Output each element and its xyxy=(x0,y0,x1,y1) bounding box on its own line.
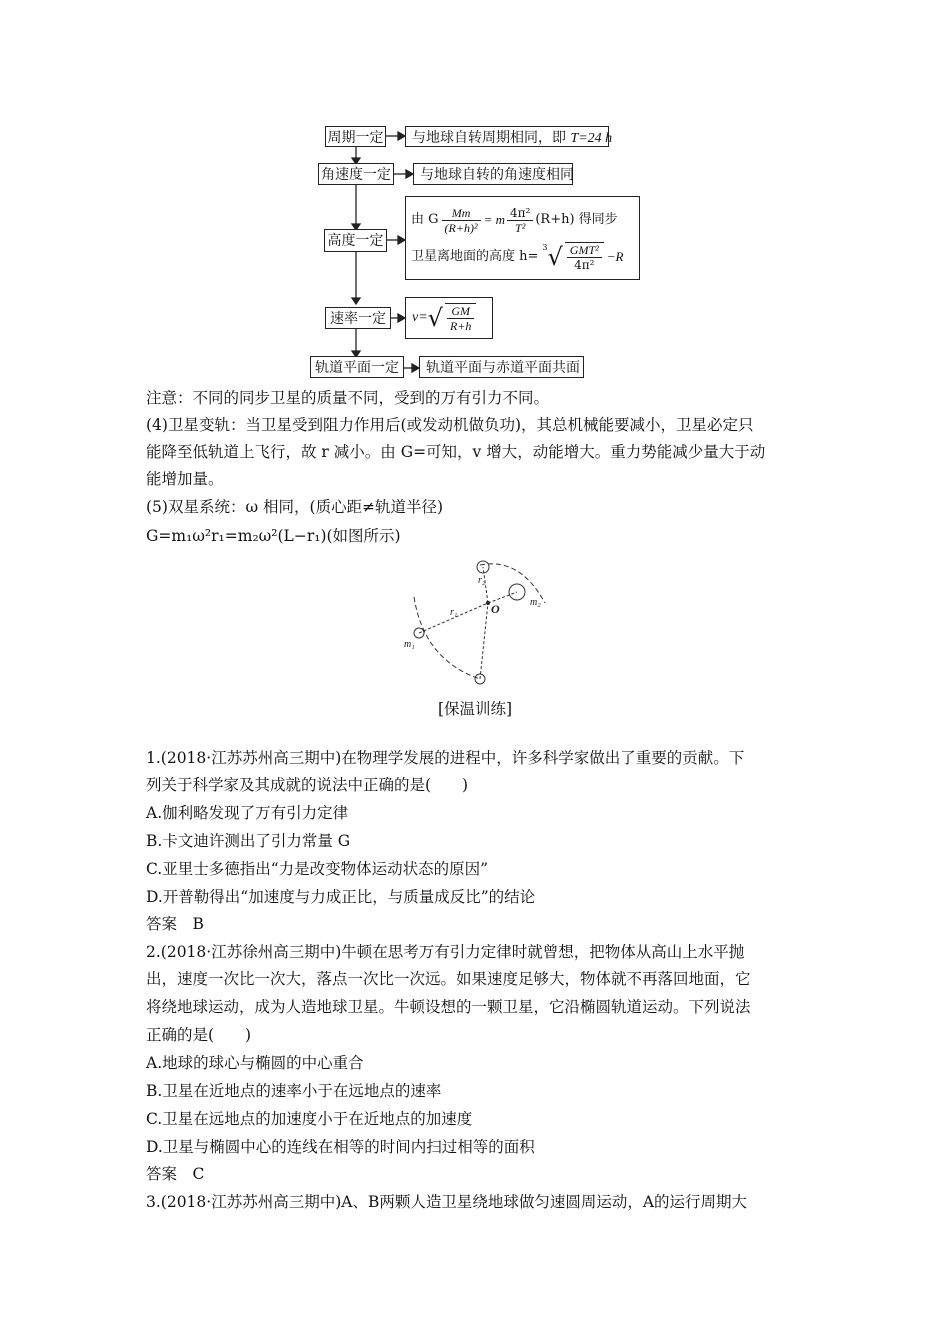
fc-height-frac2-den: T² xyxy=(515,220,526,235)
fc-period-label: 周期一定 xyxy=(327,130,384,146)
fc-orbit-box xyxy=(310,356,404,378)
p4-line3: 能增加量。 xyxy=(146,470,224,488)
fc-height-line2-prefix: 卫星离地面的高度 h= xyxy=(411,249,539,264)
fc-speed-prefix: v= xyxy=(412,310,428,325)
sqrt-icon: √ xyxy=(427,304,443,332)
q1-answer: 答案 B xyxy=(146,915,204,933)
label-O: O xyxy=(491,602,500,616)
fc-speed-frac xyxy=(447,304,474,333)
fc-height-label: 高度一定 xyxy=(327,233,384,249)
radius-line xyxy=(480,603,488,679)
q2-stem-line3: 将绕地球运动，成为人造地球卫星。牛顿设想的一颗卫星，它沿椭圆轨道运动。下列说法 xyxy=(146,998,751,1016)
q2-stem-line2: 出，速度一次比一次大，落点一次比一次远。如果速度足够大，物体就不再落回地面，它 xyxy=(146,970,751,988)
fc-speed-frac-num: GM xyxy=(447,304,474,319)
fc-height-box xyxy=(324,229,387,252)
fc-height-root-index: 3 xyxy=(542,243,548,252)
fc-height-frac1-den: (R+h)² xyxy=(444,220,478,235)
fc-angular-box xyxy=(318,163,394,185)
q2-option-b: B.卫星在近地点的速率小于在远地点的速率 xyxy=(146,1082,442,1100)
fc-height-frac3-num: GMT² xyxy=(567,243,602,258)
fc-period-box xyxy=(325,126,386,147)
sqrt-icon: √ xyxy=(547,243,563,271)
m1-orbit-arc xyxy=(414,597,480,679)
fc-height-line2 xyxy=(411,239,634,275)
fc-speed-frac-den: R+h xyxy=(449,319,472,333)
fc-height-frac3 xyxy=(567,243,602,272)
fc-height-frac1 xyxy=(442,206,481,235)
fc-height-frac2-num: 4π² xyxy=(507,206,533,221)
q2-option-d: D.卫星与椭圆中心的连线在相等的时间内扫过相等的面积 xyxy=(146,1138,535,1156)
q1-stem-line1: 1.(2018·江苏苏州高三期中)在物理学发展的进程中，许多科学家做出了重要的贡献。下 xyxy=(146,749,745,767)
fc-orbit-result-box xyxy=(419,356,584,378)
q2-stem-line4: 正确的是( ) xyxy=(146,1026,252,1044)
fc-speed-label: 速率一定 xyxy=(330,311,386,327)
fc-height-frac1-num: Mm xyxy=(442,206,481,221)
fc-speed-radicand xyxy=(445,303,476,333)
fc-angular-label: 角速度一定 xyxy=(321,167,391,183)
fc-angular-result: 与地球自转的角速度相同 xyxy=(420,167,574,183)
q1-option-d: D.开普勒得出“加速度与力成正比，与质量成反比”的结论 xyxy=(146,888,536,906)
q2-answer: 答案 C xyxy=(146,1165,205,1183)
binary-star-diagram xyxy=(380,555,570,690)
q1-option-c: C.亚里士多德指出“力是改变物体运动状态的原因” xyxy=(146,860,489,878)
fc-period-result: 与地球自转周期相同，即 xyxy=(412,130,571,146)
q1-option-a: A.伽利略发现了万有引力定律 xyxy=(146,804,349,822)
q3-stem-line1: 3.(2018·江苏苏州高三期中)A、B两颗人造卫星绕地球做匀速圆周运动，A的运行周期大 xyxy=(146,1193,748,1211)
fc-height-result-box xyxy=(405,196,640,280)
p5-line2: G=m₁ω²r₁=m₂ω²(L−r₁)(如图所示) xyxy=(146,527,401,545)
fc-speed-box xyxy=(325,307,391,329)
fc-orbit-result: 轨道平面与赤道平面共面 xyxy=(426,360,580,376)
q2-option-c: C.卫星在远地点的加速度小于在近地点的加速度 xyxy=(146,1110,473,1128)
fc-height-line1-suffix: (R+h) 得同步 xyxy=(535,212,618,227)
fc-height-line1 xyxy=(411,201,634,239)
fc-orbit-label: 轨道平面一定 xyxy=(315,360,399,376)
fc-height-line1-mid: = m xyxy=(483,212,505,227)
fc-period-formula: T=24 h xyxy=(570,131,613,146)
p4-line2: 能降至低轨道上飞行，故 r 减小。由 G=可知，v 增大，动能增大。重力势能减少量大于动 xyxy=(146,443,766,461)
label-r2: r₂ xyxy=(478,575,486,586)
fc-height-frac3-den: 4π² xyxy=(574,258,595,272)
center-point-O xyxy=(486,601,490,605)
p5-line1: (5)双星系统：ω 相同，(质心距≠轨道半径) xyxy=(146,498,444,516)
fc-speed-result-box xyxy=(405,297,493,339)
q2-option-a: A.地球的球心与椭圆的中心重合 xyxy=(146,1054,364,1072)
fc-height-line1-prefix: 由 G xyxy=(411,212,439,227)
label-r1: r₁ xyxy=(450,607,458,618)
fc-height-frac2 xyxy=(507,206,533,235)
p4-line1: (4)卫星变轨：当卫星受到阻力作用后(或发动机做负功)，其总机械能要减小，卫星必定只 xyxy=(146,416,754,434)
label-m2: m₂ xyxy=(530,597,541,608)
q1-option-b: B.卡文迪许测出了引力常量 G xyxy=(146,832,351,850)
fc-height-radicand xyxy=(565,242,604,272)
note-line: 注意：不同的同步卫星的质量不同，受到的万有引力不同。 xyxy=(146,389,550,407)
fc-height-line2-suffix: −R xyxy=(606,249,624,264)
label-m1: m₁ xyxy=(404,639,415,650)
fc-angular-result-box xyxy=(413,163,573,185)
q1-stem-line2: 列关于科学家及其成就的说法中正确的是( ) xyxy=(146,776,469,794)
section-title: [保温训练] xyxy=(437,700,513,718)
fc-period-result-box xyxy=(405,126,613,147)
q2-stem-line1: 2.(2018·江苏徐州高三期中)牛顿在思考万有引力定律时就曾想，把物体从高山上水平抛 xyxy=(146,943,745,961)
